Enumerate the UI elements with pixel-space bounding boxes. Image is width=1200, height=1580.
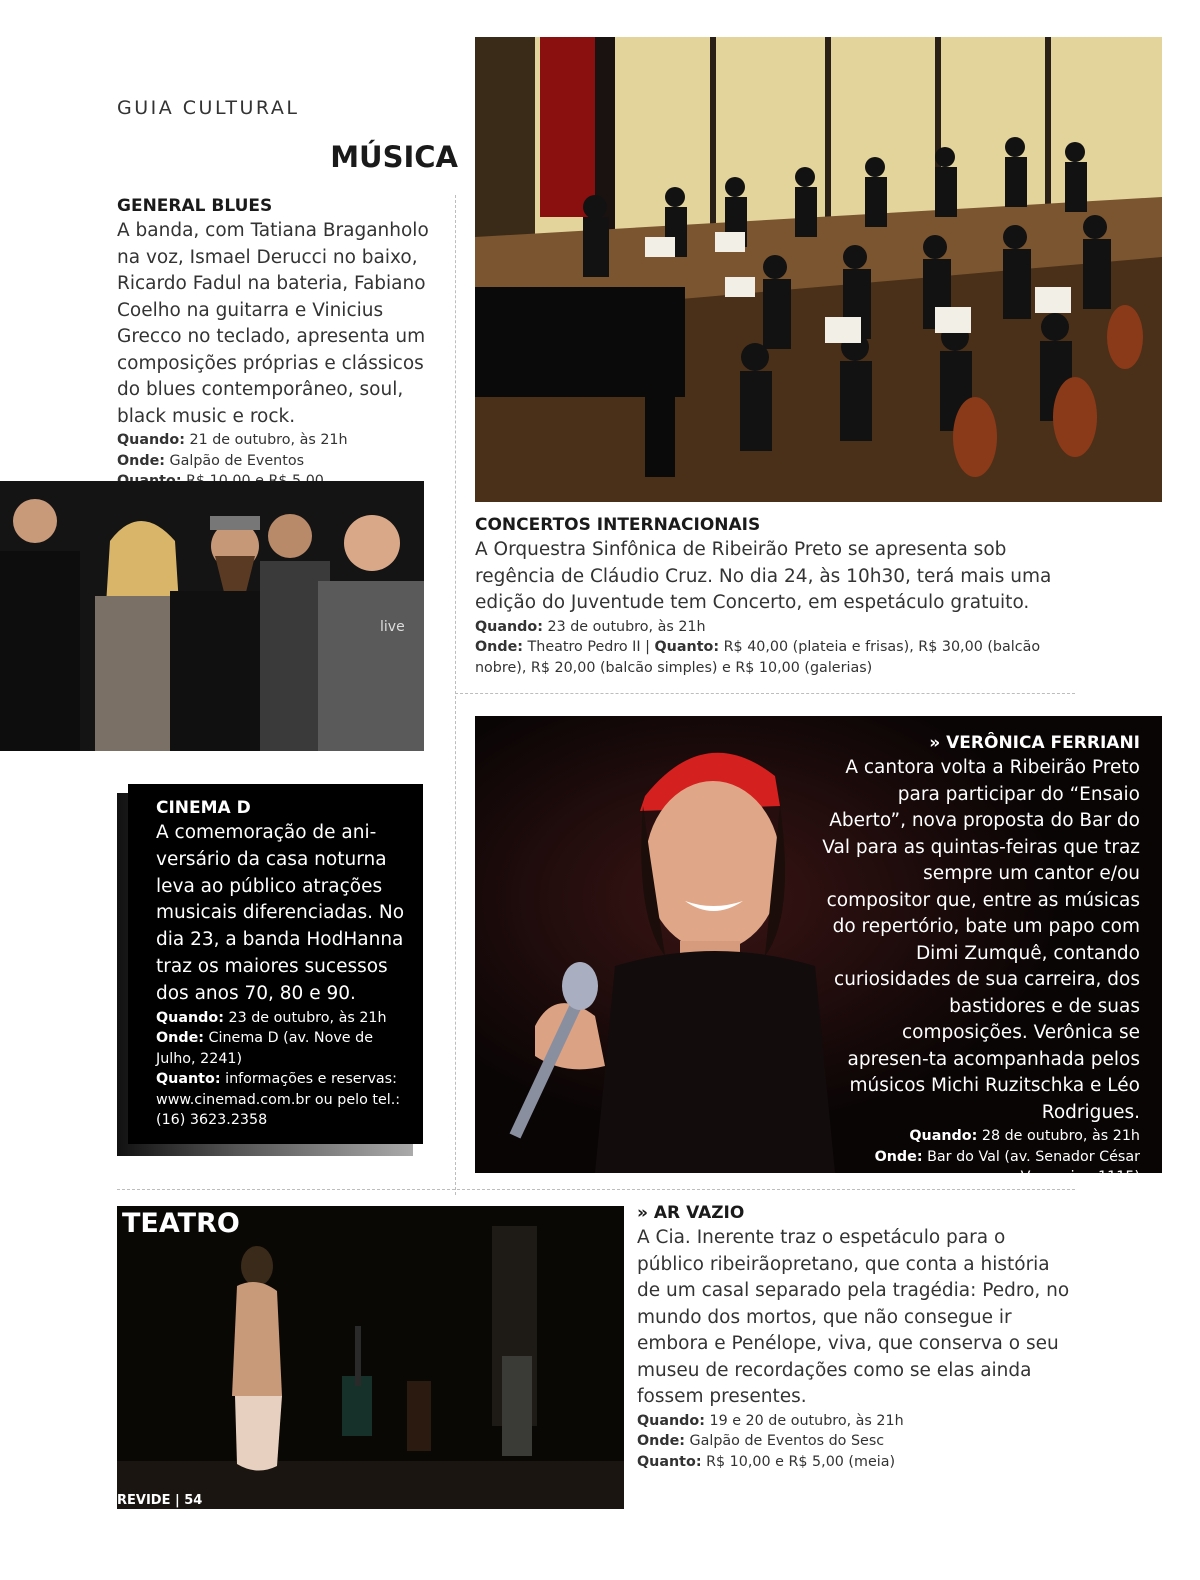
when-value: 19 e 20 de outubro, às 21h bbox=[709, 1412, 904, 1429]
article-body: A cantora volta a Ribeirão Preto para participar do “Ensaio Aberto”, nova proposta do Bar do Val para as quintas-feiras que traz sempre um cantor e/ou compositor que, entre as músicas do repertório, bate um papo com Dimi Zumquê, contando curiosidades de sua carreira, dos bastidores e de suas composições. Verônica se apresen-ta acompanhada pelos músicos Michi Ruzitschka e Léo Rodrigues. bbox=[822, 757, 1140, 1123]
kicker: GUIA CULTURAL bbox=[117, 97, 300, 119]
band-illustration bbox=[0, 481, 424, 751]
where-label: Onde: bbox=[117, 452, 165, 469]
where-value: Galpão de Eventos bbox=[169, 452, 305, 469]
section-title-musica: MÚSICA bbox=[330, 140, 458, 174]
where-label: Onde: bbox=[637, 1433, 685, 1449]
when-label: Quando: bbox=[637, 1412, 705, 1429]
where-label: Onde: bbox=[156, 1030, 204, 1047]
article-veronica-ferriani bbox=[820, 733, 1140, 1208]
article-concertos bbox=[475, 515, 1075, 678]
when-value: 23 de outubro, às 21h bbox=[547, 618, 706, 635]
theatre-illustration bbox=[117, 1206, 624, 1509]
when-value: 23 de outubro, às 21h bbox=[228, 1009, 387, 1026]
article-body: A Orquestra Sinfônica de Ribeirão Preto se apresenta sob regência de Cláudio Cruz. No dia 24, às 10h30, terá mais uma edição do Juventude tem Concerto, em espetáculo gratuito. bbox=[475, 539, 1052, 613]
when-value: 21 de outubro, às 21h bbox=[189, 432, 348, 448]
article-meta bbox=[820, 1126, 1140, 1208]
article-title: GENERAL BLUES bbox=[117, 196, 273, 216]
article-title: CONCERTOS INTERNACIONAIS bbox=[475, 515, 761, 535]
orchestra-photo bbox=[475, 37, 1162, 502]
orchestra-illustration bbox=[475, 37, 1162, 502]
article-title: » AR VAZIO bbox=[637, 1203, 745, 1223]
theatre-photo bbox=[117, 1206, 624, 1509]
when-label: Quando: bbox=[909, 1128, 978, 1144]
when-label: Quando: bbox=[475, 618, 543, 635]
price-label: Quanto: bbox=[156, 1071, 221, 1088]
article-ar-vazio bbox=[637, 1203, 1077, 1472]
article-meta bbox=[156, 1008, 406, 1131]
article-title: CINEMA D bbox=[156, 798, 251, 818]
when-value: 28 de outubro, às 21h bbox=[981, 1128, 1140, 1144]
price-label: Quanto: bbox=[637, 1453, 702, 1470]
price-value: R$ 40,00 (plateia e frisas), R$ 30,00 (balcão nobre), R$ 20,00 (balcão simples) e R$ 10,00 (galerias) bbox=[475, 639, 1041, 676]
band-photo bbox=[0, 481, 424, 751]
svg-text:live: live bbox=[380, 619, 405, 635]
section-title-teatro: TEATRO bbox=[122, 1208, 240, 1239]
article-title: » VERÔNICA FERRIANI bbox=[929, 733, 1140, 753]
where-value: Galpão de Eventos do Sesc bbox=[689, 1433, 885, 1449]
column-divider bbox=[455, 195, 456, 1195]
where-value: Bar do Val (av. Senador César Vergueiro, 1115) bbox=[927, 1148, 1140, 1185]
when-label: Quando: bbox=[117, 432, 185, 448]
where-value: Cinema D (av. Nove de Julho, 2241) bbox=[156, 1030, 374, 1067]
article-meta bbox=[637, 1411, 1077, 1473]
article-body: A banda, com Tatiana Braganholo na voz, Ismael Derucci no baixo, Ricardo Fadul na bateria, Fabiano Coelho na guitarra e Vinicius Grecco no teclado, apresenta um composições próprias e clássicos do blues contemporâneo, soul, black music e rock. bbox=[117, 220, 429, 427]
article-body: A Cia. Inerente traz o espetáculo para o público ribeirãopretano, que conta a história de um casal separado pela tragédia: Pedro, no mundo dos mortos, que não consegue ir embora e Penélope, viva, que conserva o seu museu de recordações como se elas ainda fossem presentes. bbox=[637, 1227, 1070, 1407]
when-label: Quando: bbox=[156, 1009, 224, 1026]
article-cinema-d bbox=[128, 784, 423, 1144]
article-general-blues bbox=[117, 196, 452, 492]
price-label: Quanto: bbox=[1006, 1189, 1071, 1206]
price-value: R$ 10,00 bbox=[1075, 1189, 1140, 1206]
article-meta bbox=[475, 617, 1075, 679]
price-value: informações e reservas: www.cinemad.com.br ou pelo tel.: (16) 3623.2358 bbox=[156, 1071, 401, 1129]
price-value: R$ 10,00 e R$ 5,00 (meia) bbox=[706, 1453, 896, 1470]
where-value: Theatro Pedro II | bbox=[527, 639, 650, 655]
section-divider bbox=[455, 693, 1075, 694]
price-label: Quanto: bbox=[654, 639, 720, 655]
article-body: A comemoração de ani-versário da casa noturna leva ao público atrações musicais diferenciadas. No dia 23, a banda HodHanna traz os maiores sucessos dos anos 70, 80 e 90. bbox=[156, 822, 405, 1004]
where-label: Onde: bbox=[475, 639, 523, 655]
page-footer: REVIDE | 54 bbox=[117, 1493, 203, 1508]
where-label: Onde: bbox=[874, 1148, 923, 1165]
